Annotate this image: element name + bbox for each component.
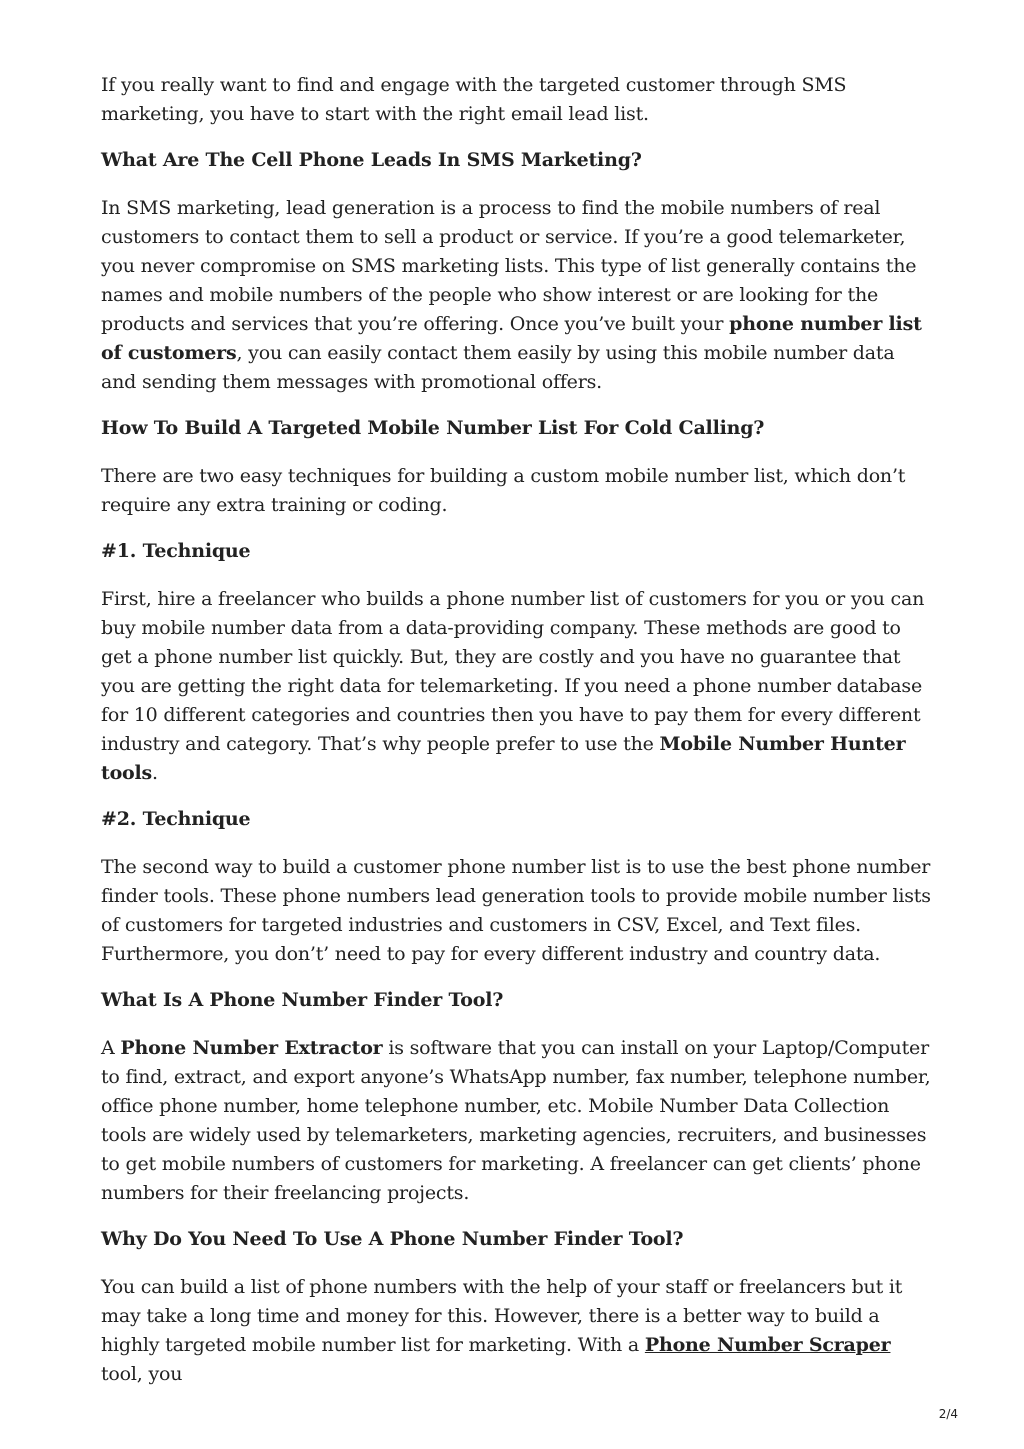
paragraph-text: tool, you bbox=[101, 1363, 183, 1385]
paragraph-text: . bbox=[152, 762, 158, 784]
heading-technique-2: #2. Technique bbox=[101, 808, 251, 830]
page-number: 2/4 bbox=[938, 1407, 958, 1421]
paragraph-finder-tool bbox=[101, 1034, 931, 1208]
paragraph-text: You can build a list of phone numbers with the help of your staff or freelancers but it may take a long time and money for this. However, there is a better way to build a highly targeted mobile number list for marketing. With a bbox=[101, 1276, 903, 1356]
phone-number-scraper-link[interactable]: Phone Number Scraper bbox=[644, 1334, 891, 1356]
heading-finder-tool: What Is A Phone Number Finder Tool? bbox=[101, 989, 504, 1011]
heading-why-use-finder-tool: Why Do You Need To Use A Phone Number Finder Tool? bbox=[101, 1228, 684, 1250]
paragraph-text: In SMS marketing, lead generation is a process to find the mobile numbers of real customers to contact them to sell a product or service. If you’re a good telemarketer, you never compromise on SMS marketing lists. This type of list generally contains the names and mobile numbers of the people who show interest or are looking for the products and services that you’re offering. Once you’ve built your bbox=[101, 197, 917, 335]
paragraph-technique-2: The second way to build a customer phone number list is to use the best phone number finder tools. These phone numbers lead generation tools to provide mobile number lists of customers for targeted industries and customers in CSV, Excel, and Text files. Furthermore, you don’t’ need to pay for every different industry and country data. bbox=[101, 856, 931, 965]
paragraph-two-techniques: There are two easy techniques for building a custom mobile number list, which don’t require any extra training or coding. bbox=[101, 465, 906, 516]
intro-paragraph: If you really want to find and engage with the targeted customer through SMS marketing, you have to start with the right email lead list. bbox=[101, 74, 847, 125]
heading-build-targeted-list: How To Build A Targeted Mobile Number List For Cold Calling? bbox=[101, 417, 765, 439]
paragraph-text: , you can easily contact them easily by using this mobile number data and sending them messages with promotional offers. bbox=[101, 342, 895, 393]
paragraph-technique-1 bbox=[101, 585, 931, 788]
paragraph-text: A bbox=[101, 1037, 121, 1059]
bold-phrase-phone-number-list: phone number list of customers bbox=[101, 313, 922, 364]
paragraph-lead-generation bbox=[101, 194, 931, 397]
bold-phrase-phone-number-extractor: Phone Number Extractor bbox=[120, 1037, 383, 1059]
paragraph-text: First, hire a freelancer who builds a phone number list of customers for you or you can buy mobile number data from a data-providing company. These methods are good to get a phone number list quickly. But, they are costly and you have no guarantee that you are getting the right data for telemarketing. If you need a phone number database for 10 different categories and countries then you have to pay them for every different industry and category. That’s why people prefer to use the bbox=[101, 588, 925, 755]
paragraph-why-use bbox=[101, 1273, 931, 1389]
heading-cell-phone-leads: What Are The Cell Phone Leads In SMS Marketing? bbox=[101, 149, 642, 171]
document-page bbox=[101, 71, 931, 1406]
heading-technique-1: #1. Technique bbox=[101, 540, 251, 562]
paragraph-text: is software that you can install on your Laptop/Computer to find, extract, and export anyone’s WhatsApp number, fax number, telephone number, office phone number, home telephone number, etc. Mobile Number Data Collection tools are widely used by telemarketers, marketing agencies, recruiters, and businesses to get mobile numbers of customers for marketing. A freelancer can get clients’ phone numbers for their freelancing projects. bbox=[101, 1037, 931, 1204]
bold-phrase-mobile-number-hunter: Mobile Number Hunter tools bbox=[101, 733, 906, 784]
